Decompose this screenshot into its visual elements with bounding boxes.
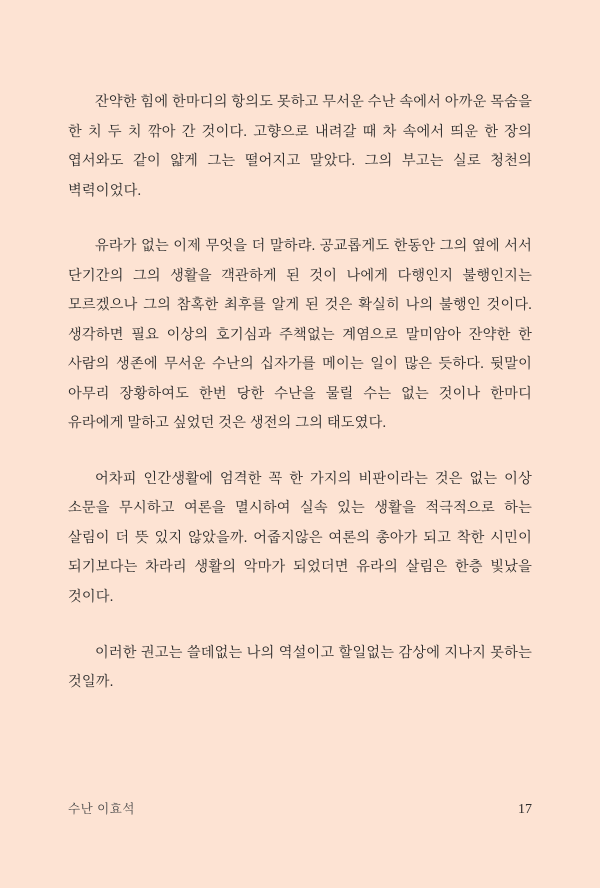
page-number: 17: [518, 802, 532, 817]
paragraph: 유라가 없는 이제 무엇을 더 말하랴. 공교롭게도 한동안 그의 옆에 서서 단기간의 그의 생활을 객관하게 된 것이 나에게 다행인지 불행인지는 모르겠으나 그의 참혹한 최후를 알게 된 것은 확실히 나의 불행인 것이다. 생각하면 필요 이상의 호기심과 주책없는 계염으로 말미암아 잔약한 한 사람의 생존에 무서운 수난의 십자가를 메이는 일이 많은 듯하다. 뒷말이 아무리 장황하여도 한번 당한 수난을 물릴 수는 없는 것이나 한마디 유라에게 말하고 싶었던 것은 생전의 그의 태도였다.: [68, 238, 532, 432]
body-text-block: [68, 88, 532, 698]
paragraph: 이러한 권고는 쓸데없는 나의 역설이고 할일없는 감상에 지나지 못하는 것일까.: [68, 644, 532, 691]
page-footer: [68, 799, 532, 818]
paragraph: 잔약한 힘에 한마디의 항의도 못하고 무서운 수난 속에서 아까운 목숨을 한 치 두 치 깎아 간 것이다. 고향으로 내려갈 때 차 속에서 띄운 한 장의 엽서와도 같이 얇게 그는 떨어지고 말았다. 그의 부고는 실로 청천의 벽력이었다.: [68, 94, 532, 199]
footer-title: 수난 이효석: [68, 802, 136, 816]
paragraph: 어차피 인간생활에 엄격한 꼭 한 가지의 비판이라는 것은 없는 이상 소문을 무시하고 여론을 멸시하여 실속 있는 생활을 적극적으로 하는 살림이 더 뜻 있지 않았을까. 어줍지않은 여론의 총아가 되고 착한 시민이 되기보다는 차라리 생활의 악마가 되었더면 유라의 살림은 한층 빛났을 것이다.: [68, 470, 532, 605]
